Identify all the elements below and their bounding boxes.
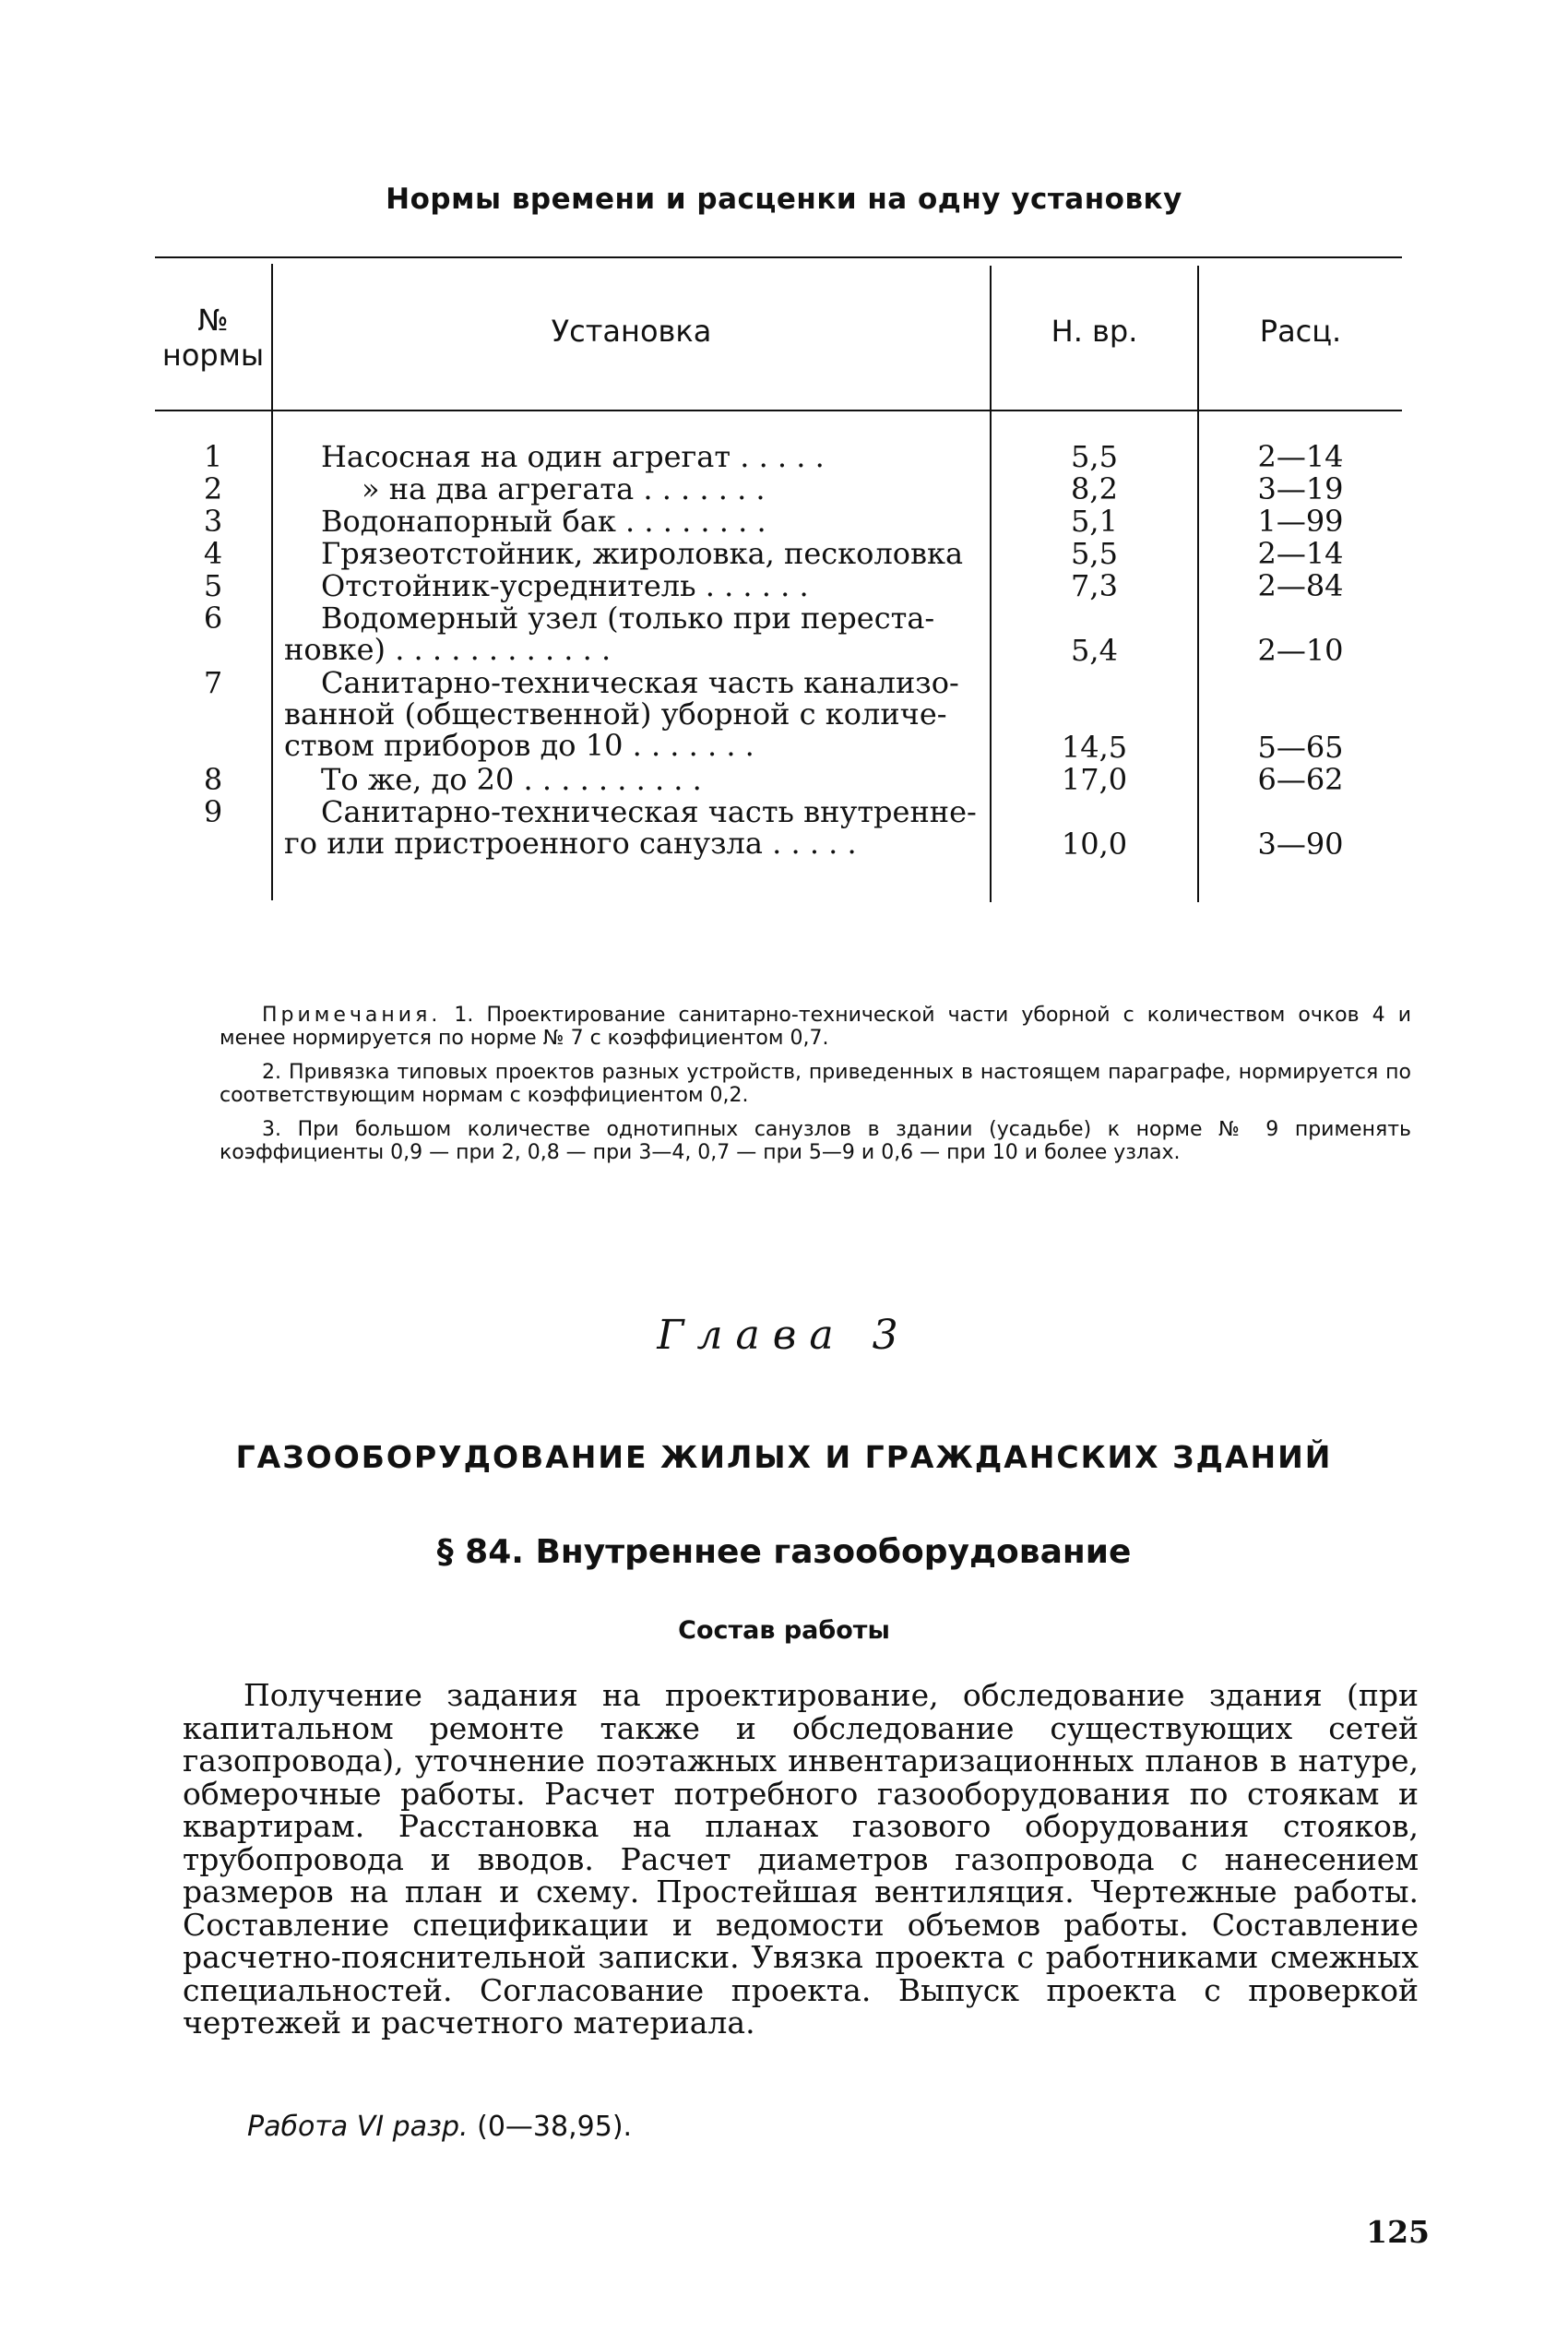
row-rate: 2—10 — [1257, 633, 1344, 668]
row-time: 8,2 — [1071, 471, 1118, 506]
row-installation-line: ванной (общественной) уборной с количе- — [284, 696, 947, 732]
chapter-heading: Глава 3 — [657, 1312, 911, 1359]
table-header-rule — [155, 410, 1402, 411]
row-time: 5,5 — [1071, 439, 1118, 474]
row-installation-line: Водомерный узел (только при переста- — [321, 601, 935, 636]
header-number-label: нормы — [161, 338, 265, 373]
section-title: ГАЗООБОРУДОВАНИЕ ЖИЛЫХ И ГРАЖДАНСКИХ ЗДАНИЙ — [235, 1439, 1333, 1475]
note-item: 2. Привязка типовых проектов разных устройств, приведенных в настоящем параграфе, нормируется по соответствующим нормам с коэффициентом 0,2. — [220, 1061, 1411, 1107]
row-number: 4 — [203, 536, 223, 571]
header-rate: Расц. — [1259, 314, 1342, 349]
row-rate: 6—62 — [1257, 762, 1344, 797]
row-rate: 3—19 — [1257, 471, 1344, 506]
row-number: 9 — [203, 794, 223, 829]
row-number: 6 — [203, 601, 223, 636]
row-installation-line: ством приборов до 10 . . . . . . . — [284, 728, 754, 763]
norms-table — [155, 256, 1402, 907]
header-time: Н. вр. — [1051, 314, 1138, 349]
row-time: 10,0 — [1061, 827, 1128, 862]
body-paragraph: Получение задания на проектирование, обследование здания (при капитальном ремонте также и обследование существующих сетей газопровода), уточнение поэтажных инвентаризационных планов в натуре, обмерочные работы. Расчет потребного газооборудования по стоякам и квартирам. Расстановка на планах газового оборудования стояков, трубопровода и вводов. Расчет диаметров газопровода с нанесением размеров на план и схему. Простейшая вентиляция. Чертежные работы. Составление спецификации и ведомости объемов работы. Составление расчетно-пояснительной записки. Увязка проекта с работниками смежных специальностей. Согласование проекта. Выпуск проекта с проверкой чертежей и расчетного материала. — [183, 1677, 1419, 2040]
table-top-rule — [155, 256, 1402, 258]
header-number — [155, 303, 271, 373]
row-installation — [284, 602, 985, 665]
row-number: 5 — [203, 568, 223, 603]
row-installation-line: Грязеотстойник, жироловка, песколовка — [321, 536, 964, 571]
row-rate: 2—84 — [1257, 568, 1344, 603]
work-grade-line — [247, 2111, 632, 2143]
table-col-rule-1 — [271, 264, 273, 900]
table-title: Нормы времени и расценки на одну установку — [386, 183, 1182, 216]
row-rate: 2—14 — [1257, 536, 1344, 571]
row-time: 14,5 — [1061, 730, 1128, 765]
row-installation — [284, 796, 985, 859]
row-number: 1 — [203, 439, 223, 474]
page-number: 125 — [1366, 2214, 1430, 2250]
work-composition-text — [183, 1679, 1419, 2040]
row-installation-line: Насосная на один агрегат . . . . . — [321, 439, 825, 474]
row-time: 5,4 — [1071, 633, 1118, 668]
work-grade-value: (0—38,95). — [477, 2111, 633, 2143]
row-rate: 5—65 — [1257, 730, 1344, 765]
work-composition-heading: Состав работы — [678, 1616, 890, 1645]
row-rate: 3—90 — [1257, 827, 1344, 862]
row-installation-line: новке) . . . . . . . . . . . . — [284, 632, 612, 667]
row-installation — [284, 667, 985, 761]
row-number: 2 — [203, 471, 223, 506]
note-item — [220, 1004, 1411, 1050]
row-number: 7 — [203, 665, 223, 700]
row-time: 5,5 — [1071, 536, 1118, 571]
row-rate: 1—99 — [1257, 504, 1344, 539]
row-time: 7,3 — [1071, 568, 1118, 603]
row-installation-line: Санитарно-техническая часть внутренне- — [321, 794, 977, 829]
note-item: 3. При большом количестве однотипных санузлов в здании (усадьбе) к норме № 9 применять коэффициенты 0,9 — при 2, 0,8 — при 3—4, 0,7 — при 5—9 и 0,6 — при 10 и более узлах. — [220, 1118, 1411, 1164]
notes-lead: Примечания. — [262, 1004, 442, 1027]
header-number-symbol: № — [197, 303, 229, 338]
row-number: 8 — [203, 762, 223, 797]
row-rate: 2—14 — [1257, 439, 1344, 474]
note-text: 1. Проектирование санитарно-технической части уборной с количеством очков 4 и менее нормируется по норме № 7 с коэффициентом 0,7. — [220, 1004, 1411, 1050]
row-installation-line: Санитарно-техническая часть канализо- — [321, 665, 959, 700]
table-notes — [220, 1004, 1411, 1175]
row-time: 17,0 — [1061, 762, 1128, 797]
paragraph-title: § 84. Внутреннее газооборудование — [436, 1533, 1132, 1571]
row-installation-line: То же, до 20 . . . . . . . . . . — [321, 762, 702, 797]
row-installation-line: го или пристроенного санузла . . . . . — [284, 826, 857, 861]
row-installation-line: Водонапорный бак . . . . . . . . — [321, 504, 766, 539]
row-number: 3 — [203, 504, 223, 539]
header-installation: Установка — [551, 314, 712, 349]
row-time: 5,1 — [1071, 504, 1118, 539]
row-installation-line: Отстойник-усреднитель . . . . . . — [321, 568, 809, 603]
work-grade-label: Работа VI разр. — [247, 2111, 469, 2143]
row-installation-line: » на два агрегата . . . . . . . — [362, 471, 766, 506]
